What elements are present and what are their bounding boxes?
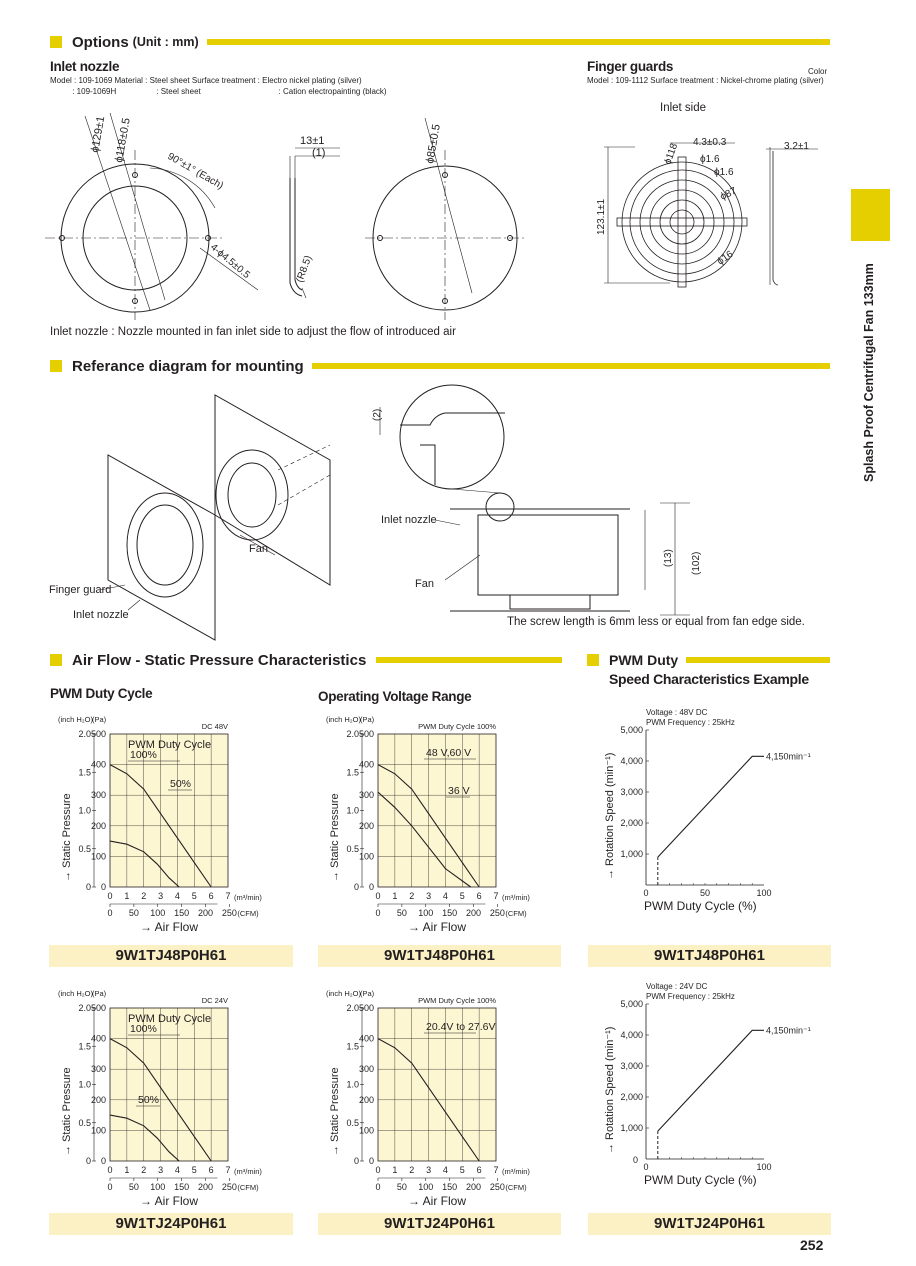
x2-tick-label: 50 <box>396 1182 407 1192</box>
inlet-nozzle-drawing <box>40 98 520 323</box>
mount-label-inlet-nozzle: Inlet nozzle <box>73 609 129 621</box>
model-label: 9W1TJ24P0H61 <box>318 1213 561 1235</box>
series-label-0: 100% <box>130 749 157 761</box>
section-marker <box>50 654 62 666</box>
y-tick-label: 4,000 <box>620 1030 643 1040</box>
finger-guard-drawing <box>590 125 830 295</box>
x-tick-label: 7 <box>225 891 231 901</box>
dim-angle: 90°±1° (Each) <box>165 151 226 192</box>
x-tick-label: 2 <box>141 1165 147 1175</box>
options-header <box>50 33 830 51</box>
chart-pq-24-duty <box>50 986 300 1211</box>
x-tick-label: 3 <box>426 1165 432 1175</box>
y-tick-label: 3,000 <box>620 1061 643 1071</box>
y-tick-label: 1,000 <box>620 1123 643 1133</box>
finger-guards-color-label: Color <box>808 67 828 76</box>
mount-label-fan-2: Fan <box>415 578 434 590</box>
pwm-duty-title: PWM Duty <box>609 652 679 668</box>
x-unit-top: (m³/min) <box>502 893 530 902</box>
model-label: 9W1TJ24P0H61 <box>588 1213 831 1235</box>
x2-tick-label: 250 <box>221 908 237 918</box>
y-tick-label: 400 <box>90 1033 106 1044</box>
y-tick-label: 200 <box>90 820 106 831</box>
y2-tick-label: 1.0 <box>78 1079 91 1090</box>
x-unit-bottom: (CFM) <box>237 909 259 918</box>
x2-tick-label: 200 <box>197 1182 213 1192</box>
series-label-0: 20.4V to 27.6V <box>426 1021 496 1033</box>
y-tick-label: 300 <box>90 790 106 801</box>
y2-tick-label: 2.0 <box>78 1003 91 1013</box>
col-title-operating-voltage: Operating Voltage Range <box>318 689 472 704</box>
y-tick-label: 300 <box>358 790 374 801</box>
airflow-header <box>50 651 562 669</box>
inlet-nozzle-spec-2: : 109-1069H : Steel sheet : Cation electropainting (black) <box>50 87 387 96</box>
y-tick-label: 100 <box>358 1125 374 1136</box>
y2-tick-label: 2.0 <box>346 729 359 739</box>
mount-dim-102: (102) <box>691 551 702 575</box>
y-tick-label: 2,000 <box>620 818 643 828</box>
y-axis-label: → Rotation Speed (min⁻¹) <box>604 1026 616 1154</box>
x2-tick-label: 50 <box>128 1182 139 1192</box>
x-tick-label: 50 <box>699 888 711 898</box>
x-tick-label: 100 <box>756 1162 772 1172</box>
fg-dim-h123: 123.1±1 <box>596 198 607 235</box>
series-label-0: 48 V,60 V <box>426 747 472 759</box>
x-tick-label: 1 <box>124 1165 130 1175</box>
y2-tick-label: 0.5 <box>78 1117 91 1128</box>
speed-voltage: Voltage : 48V DC <box>646 708 708 717</box>
y2-tick-label: 1.5 <box>78 767 91 778</box>
series-label-1: 50% <box>138 1094 160 1106</box>
dim-holes: 4-ϕ4.5±0.5 <box>208 241 252 282</box>
x2-tick-label: 100 <box>150 1182 166 1192</box>
x-axis-label: PWM Duty Cycle (%) <box>644 1173 757 1187</box>
y2-tick-label: 1.0 <box>346 1079 359 1090</box>
x-axis-label: → Air Flow <box>140 1194 199 1208</box>
x2-tick-label: 100 <box>418 908 434 918</box>
y-tick-label: 200 <box>90 1094 106 1105</box>
speed-annotation: 4,150min⁻¹ <box>766 1025 811 1036</box>
x-unit-bottom: (CFM) <box>505 909 527 918</box>
x-tick-label: 4 <box>442 1165 448 1175</box>
fg-dim-d16a: ϕ1.6 <box>700 154 720 165</box>
x2-tick-label: 0 <box>375 908 381 918</box>
fg-dim-d16b: ϕ1.6 <box>714 167 734 178</box>
x-tick-label: 1 <box>392 891 398 901</box>
x-tick-label: 4 <box>442 891 448 901</box>
x-tick-label: 100 <box>756 888 772 898</box>
finger-guards-inlet-side: Inlet side <box>660 102 707 114</box>
inlet-nozzle-title: Inlet nozzle <box>50 59 120 74</box>
x-unit-bottom: (CFM) <box>505 1183 527 1192</box>
fg-dim-d118: ϕ118 <box>662 142 681 167</box>
options-title: Options <box>72 33 129 51</box>
chart-header: DC 48V <box>201 722 228 731</box>
y-unit-right: (Pa) <box>92 989 107 998</box>
x-tick-label: 2 <box>409 891 415 901</box>
y-unit-right: (Pa) <box>360 989 375 998</box>
col-title-pwm-duty-cycle: PWM Duty Cycle <box>50 686 153 701</box>
x2-tick-label: 0 <box>107 1182 113 1192</box>
model-label: 9W1TJ48P0H61 <box>318 945 561 967</box>
y2-tick-label: 2.0 <box>346 1003 359 1013</box>
x2-tick-label: 200 <box>465 908 481 918</box>
y-tick-label: 0 <box>100 1156 106 1166</box>
y-tick-label: 100 <box>358 851 374 862</box>
y2-tick-label: 1.5 <box>78 1041 91 1052</box>
mounting-note: The screw length is 6mm less or equal from fan edge side. <box>507 616 805 628</box>
y-axis-label: → Static Pressure <box>61 793 73 882</box>
chart-pq-24-voltage <box>318 986 568 1211</box>
x-axis-label: → Air Flow <box>408 1194 467 1208</box>
y-tick-label: 5,000 <box>620 725 643 735</box>
chart-annotation: PWM Duty Cycle <box>128 739 212 751</box>
y2-tick-label: 1.0 <box>78 805 91 816</box>
dim-r85: (R8.5) <box>294 254 315 285</box>
y-tick-label: 4,000 <box>620 756 643 766</box>
dim-d85: ϕ85±0.5 <box>424 123 443 165</box>
x-axis-label: PWM Duty Cycle (%) <box>644 899 757 913</box>
x-unit-top: (m³/min) <box>502 1167 530 1176</box>
chart-header: DC 24V <box>201 996 228 1005</box>
x2-tick-label: 50 <box>396 908 407 918</box>
finger-guards-spec: Model : 109-1112 Surface treatment : Nickel-chrome plating (silver) <box>587 76 824 85</box>
y2-tick-label: 0 <box>353 882 359 892</box>
y-tick-label: 0 <box>100 882 106 892</box>
y2-tick-label: 0.5 <box>346 1117 359 1128</box>
mount-dim-2: (2) <box>372 408 383 421</box>
x2-tick-label: 200 <box>197 908 213 918</box>
x2-tick-label: 150 <box>174 908 190 918</box>
y-unit-left: (inch H₂O) <box>326 715 361 724</box>
x-tick-label: 5 <box>191 1165 197 1175</box>
series-label-1: 50% <box>170 778 192 790</box>
x2-tick-label: 250 <box>489 908 505 918</box>
mount-label-inlet-nozzle-2: Inlet nozzle <box>381 514 437 526</box>
x-tick-label: 0 <box>107 1165 113 1175</box>
x-tick-label: 3 <box>158 891 164 901</box>
y-axis-label: → Rotation Speed (min⁻¹) <box>604 752 616 880</box>
x2-tick-label: 150 <box>174 1182 190 1192</box>
x2-tick-label: 200 <box>465 1182 481 1192</box>
y-tick-label: 100 <box>90 851 106 862</box>
x2-tick-label: 250 <box>221 1182 237 1192</box>
x-tick-label: 3 <box>158 1165 164 1175</box>
x-tick-label: 2 <box>141 891 147 901</box>
x-tick-label: 1 <box>392 1165 398 1175</box>
y-axis-label: → Static Pressure <box>329 793 341 882</box>
section-marker <box>50 360 62 372</box>
page-number: 252 <box>800 1237 824 1253</box>
side-tab-label: Splash Proof Centrifugal Fan 133mm <box>862 263 876 482</box>
y-unit-right: (Pa) <box>92 715 107 724</box>
y-tick-label: 400 <box>358 1033 374 1044</box>
mounting-header <box>50 357 830 375</box>
y-tick-label: 0 <box>368 1156 374 1166</box>
x-tick-label: 6 <box>208 891 214 901</box>
chart-header: PWM Duty Cycle 100% <box>418 996 496 1005</box>
x-tick-label: 0 <box>643 1162 649 1172</box>
x-tick-label: 7 <box>493 891 499 901</box>
section-marker <box>50 36 62 48</box>
y-tick-label: 0 <box>368 882 374 892</box>
inlet-nozzle-spec-1: Model : 109-1069 Material : Steel sheet Surface treatment : Electro nickel plating (silver) <box>50 76 362 85</box>
section-rule <box>312 363 830 369</box>
mounting-title: Referance diagram for mounting <box>72 357 304 375</box>
side-tab-marker <box>851 189 890 241</box>
y-tick-label: 500 <box>90 729 106 739</box>
x-tick-label: 6 <box>476 1165 482 1175</box>
pwm-duty-subtitle: Speed Characteristics Example <box>609 671 809 687</box>
x-tick-label: 2 <box>409 1165 415 1175</box>
model-label: 9W1TJ48P0H61 <box>588 945 831 967</box>
y-tick-label: 400 <box>358 759 374 770</box>
x-tick-label: 0 <box>643 888 649 898</box>
airflow-title: Air Flow - Static Pressure Characteristics <box>72 651 367 669</box>
fg-dim-w43: 4.3±0.3 <box>693 137 727 148</box>
speed-voltage: Voltage : 24V DC <box>646 982 708 991</box>
x-axis-label: → Air Flow <box>140 920 199 934</box>
y-zero-label: 0 <box>632 1155 638 1165</box>
x2-tick-label: 0 <box>107 908 113 918</box>
x2-tick-label: 150 <box>442 908 458 918</box>
y-unit-left: (inch H₂O) <box>58 989 93 998</box>
dim-d129: ϕ129±1 <box>89 115 108 154</box>
y2-tick-label: 0.5 <box>346 843 359 854</box>
dim-d118: ϕ118±0.5 <box>113 117 133 164</box>
x-tick-label: 6 <box>476 891 482 901</box>
section-rule <box>376 657 562 663</box>
x-tick-label: 1 <box>124 891 130 901</box>
x-tick-label: 0 <box>375 891 381 901</box>
plot-area <box>110 1008 228 1161</box>
speed-line <box>658 756 764 857</box>
y-unit-left: (inch H₂O) <box>58 715 93 724</box>
mount-dim-13: (13) <box>663 549 674 567</box>
chart-speed-24 <box>588 978 833 1210</box>
x-tick-label: 7 <box>493 1165 499 1175</box>
section-rule <box>686 657 830 663</box>
y-axis-label: → Static Pressure <box>329 1067 341 1156</box>
chart-header: PWM Duty Cycle 100% <box>418 722 496 731</box>
x2-tick-label: 0 <box>375 1182 381 1192</box>
x-tick-label: 0 <box>107 891 113 901</box>
x-axis-label: → Air Flow <box>408 920 467 934</box>
y2-tick-label: 1.5 <box>346 767 359 778</box>
model-label: 9W1TJ24P0H61 <box>49 1213 293 1235</box>
x-tick-label: 5 <box>191 891 197 901</box>
x2-tick-label: 100 <box>150 908 166 918</box>
y2-tick-label: 0 <box>85 1156 91 1166</box>
y-unit-right: (Pa) <box>360 715 375 724</box>
y-tick-label: 400 <box>90 759 106 770</box>
speed-frequency: PWM Frequency : 25kHz <box>646 718 735 727</box>
fg-dim-d87: ϕ87 <box>718 185 739 203</box>
y-tick-label: 300 <box>90 1064 106 1075</box>
finger-guards-title: Finger guards <box>587 59 674 74</box>
dim-t13: 13±1 <box>300 135 325 147</box>
y-tick-label: 200 <box>358 820 374 831</box>
y-tick-label: 2,000 <box>620 1092 643 1102</box>
options-unit: (Unit : mm) <box>132 35 199 49</box>
y-tick-label: 200 <box>358 1094 374 1105</box>
x-unit-bottom: (CFM) <box>237 1183 259 1192</box>
y-tick-label: 500 <box>358 729 374 739</box>
dim-t1: (1) <box>312 147 326 159</box>
x2-tick-label: 50 <box>128 908 139 918</box>
y2-tick-label: 0.5 <box>78 843 91 854</box>
y-tick-label: 300 <box>358 1064 374 1075</box>
fg-dim-t32: 3.2±1 <box>784 141 809 152</box>
model-label: 9W1TJ48P0H61 <box>49 945 293 967</box>
x-unit-top: (m³/min) <box>234 1167 262 1176</box>
y2-tick-label: 0 <box>85 882 91 892</box>
x-tick-label: 4 <box>174 891 180 901</box>
inlet-nozzle-caption: Inlet nozzle : Nozzle mounted in fan inlet side to adjust the flow of introduced air <box>50 326 456 338</box>
x-tick-label: 5 <box>459 891 465 901</box>
x-tick-label: 5 <box>459 1165 465 1175</box>
x2-tick-label: 250 <box>489 1182 505 1192</box>
x2-tick-label: 150 <box>442 1182 458 1192</box>
y-axis-label: → Static Pressure <box>61 1067 73 1156</box>
y-tick-label: 100 <box>90 1125 106 1136</box>
x-tick-label: 6 <box>208 1165 214 1175</box>
x-tick-label: 3 <box>426 891 432 901</box>
speed-annotation: 4,150min⁻¹ <box>766 751 811 762</box>
x2-tick-label: 100 <box>418 1182 434 1192</box>
y2-tick-label: 1.0 <box>346 805 359 816</box>
series-label-1: 36 V <box>448 785 470 797</box>
y-unit-left: (inch H₂O) <box>326 989 361 998</box>
mounting-diagram <box>40 385 840 635</box>
y-tick-label: 5,000 <box>620 999 643 1009</box>
chart-pq-48-voltage <box>318 712 568 942</box>
chart-speed-48 <box>588 704 833 939</box>
fg-dim-d16c: ϕ16 <box>715 248 736 268</box>
series-label-0: 100% <box>130 1023 157 1035</box>
y-tick-label: 500 <box>358 1003 374 1013</box>
pwm-duty-header <box>587 651 830 669</box>
x-tick-label: 4 <box>174 1165 180 1175</box>
speed-frequency: PWM Frequency : 25kHz <box>646 992 735 1001</box>
chart-annotation: PWM Duty Cycle <box>128 1013 212 1025</box>
mount-label-finger-guard: Finger guard <box>49 584 112 596</box>
y-tick-label: 500 <box>90 1003 106 1013</box>
section-marker <box>587 654 599 666</box>
x-unit-top: (m³/min) <box>234 893 262 902</box>
mount-label-fan: Fan <box>249 543 268 555</box>
x-tick-label: 7 <box>225 1165 231 1175</box>
y-tick-label: 3,000 <box>620 787 643 797</box>
y2-tick-label: 2.0 <box>78 729 91 739</box>
speed-line <box>658 1030 764 1131</box>
chart-pq-48-duty <box>50 712 300 942</box>
y-tick-label: 1,000 <box>620 849 643 859</box>
plot-area <box>110 734 228 887</box>
section-rule <box>207 39 830 45</box>
y2-tick-label: 0 <box>353 1156 359 1166</box>
y2-tick-label: 1.5 <box>346 1041 359 1052</box>
x-tick-label: 0 <box>375 1165 381 1175</box>
